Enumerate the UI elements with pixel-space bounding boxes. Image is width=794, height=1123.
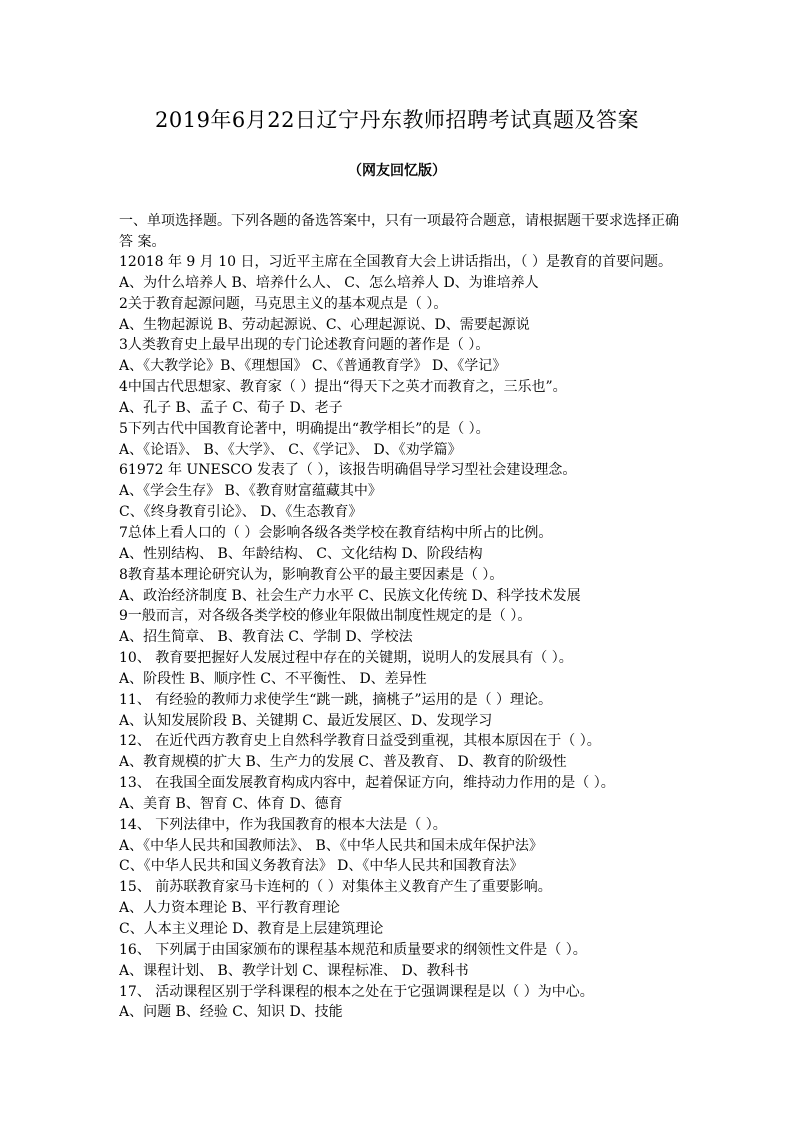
question-line: 11、 有经验的教师力求使学生“跳一跳，摘桃子”运用的是（ ）理论。 [119,691,553,708]
question-line: 10、 教育要把握好人发展过程中存在的关键期，说明人的发展具有（ ）。 [119,650,573,667]
question-line: 8教育基本理论研究认为，影响教育公平的最主要因素是（ ）。 [119,566,504,583]
question-line: A、认知发展阶段 B、关键期 C、最近发展区、D、发现学习 [119,712,493,729]
question-line: A、性别结构、 B、年龄结构、 C、文化结构 D、阶段结构 [119,545,483,562]
question-line: C、《终身教育引论》、 D、《生态教育》 [119,504,363,521]
question-line: A、《中华人民共和国教师法》、 B、《中华人民共和国未成年保护法》 [119,837,543,854]
question-line: 7总体上看人口的（ ）会影响各级各类学校在教育结构中所占的比例。 [119,524,553,541]
question-line: A、人力资本理论 B、平行教育理论 [119,900,340,917]
question-line: A、课程计划、 B、教学计划 C、课程标准、 D、教科书 [119,962,469,979]
question-line: A、阶段性 B、顺序性 C、不平衡性、 D、差异性 [119,670,427,687]
question-line: C、人本主义理论 D、教育是上层建筑理论 [119,921,384,937]
document-title: 2019年6月22日辽宁丹东教师招聘考试真题及答案 [154,108,640,132]
question-line: A、美育 B、智育 C、体育 D、德育 [119,795,343,812]
question-line: 5下列古代中国教育论著中，明确提出“教学相长”的是（ ）。 [119,420,490,437]
question-line: A、孔子 B、孟子 C、荀子 D、老子 [119,399,343,416]
question-line: 14、 下列法律中，作为我国教育的根本大法是（ ）。 [119,816,447,833]
question-line: A、为什么培养人 B、培养什么人、 C、怎么培养人 D、为谁培养人 [119,274,539,291]
question-line: A、政治经济制度 B、社会生产力水平 C、民族文化传统 D、科学技术发展 [119,587,581,604]
question-line: C、《中华人民共和国义务教育法》 D、《中华人民共和国教育法》 [119,858,524,875]
question-line: A、《论语》、 B、《大学》、 C、《学记》、 D、《劝学篇》 [119,441,462,458]
question-line: 61972 年 UNESCO 发表了（ ），该报告明确倡导学习型社会建设理念。 [119,462,577,479]
document-subtitle: （网友回忆版） [348,163,446,179]
question-line: 9一般而言，对各级各类学校的修业年限做出制度性规定的是（ ）。 [119,608,532,625]
question-line: 16、 下列属于由国家颁布的课程基本规范和质量要求的纲领性文件是（ ）。 [119,941,587,958]
section-instructions: 一、单项选择题。下列各题的备选答案中，只有一项最符合题意，请根据题干要求选择正确答 案。 [119,213,679,250]
question-line: 4中国古代思想家、教育家（ ）提出“得天下之英才而教育之，三乐也”。 [119,379,567,396]
question-line: A、招生简章、 B、教育法 C、学制 D、学校法 [119,629,413,646]
question-line: A、生物起源说 B、劳动起源说、C、心理起源说、D、需要起源说 [119,316,530,333]
question-line: 2关于教育起源问题，马克思主义的基本观点是（ ）。 [119,295,448,312]
question-line: 12018 年 9 月 10 日，习近平主席在全国教育大会上讲话指出，（ ）是教育的首要问题。 [119,254,672,270]
question-line: 15、 前苏联教育家马卡连柯的（ ）对集体主义教育产生了重要影响。 [119,879,552,896]
question-line: 13、 在我国全面发展教育构成内容中，起着保证方向，维持动力作用的是（ ）。 [119,775,615,792]
question-line: 12、 在近代西方教育史上自然科学教育日益受到重视，其根本原因在于（ ）。 [119,733,601,750]
question-line: A、教育规模的扩大 B、生产力的发展 C、普及教育、 D、教育的阶级性 [119,754,567,771]
question-line: A、《学会生存》 B、《教育财富蕴藏其中》 [119,483,382,500]
question-line: A、《大教学论》B、《理想国》 C、《普通教育学》 D、《学记》 [119,358,507,375]
question-list [119,252,679,1023]
question-line: A、问题 B、经验 C、知识 D、技能 [119,1004,343,1021]
question-line: 3人类教育史上最早出现的专门论述教育问题的著作是（ ）。 [119,337,490,354]
question-line: 17、 活动课程区别于学科课程的根本之处在于它强调课程是以（ ）为中心。 [119,983,594,1000]
